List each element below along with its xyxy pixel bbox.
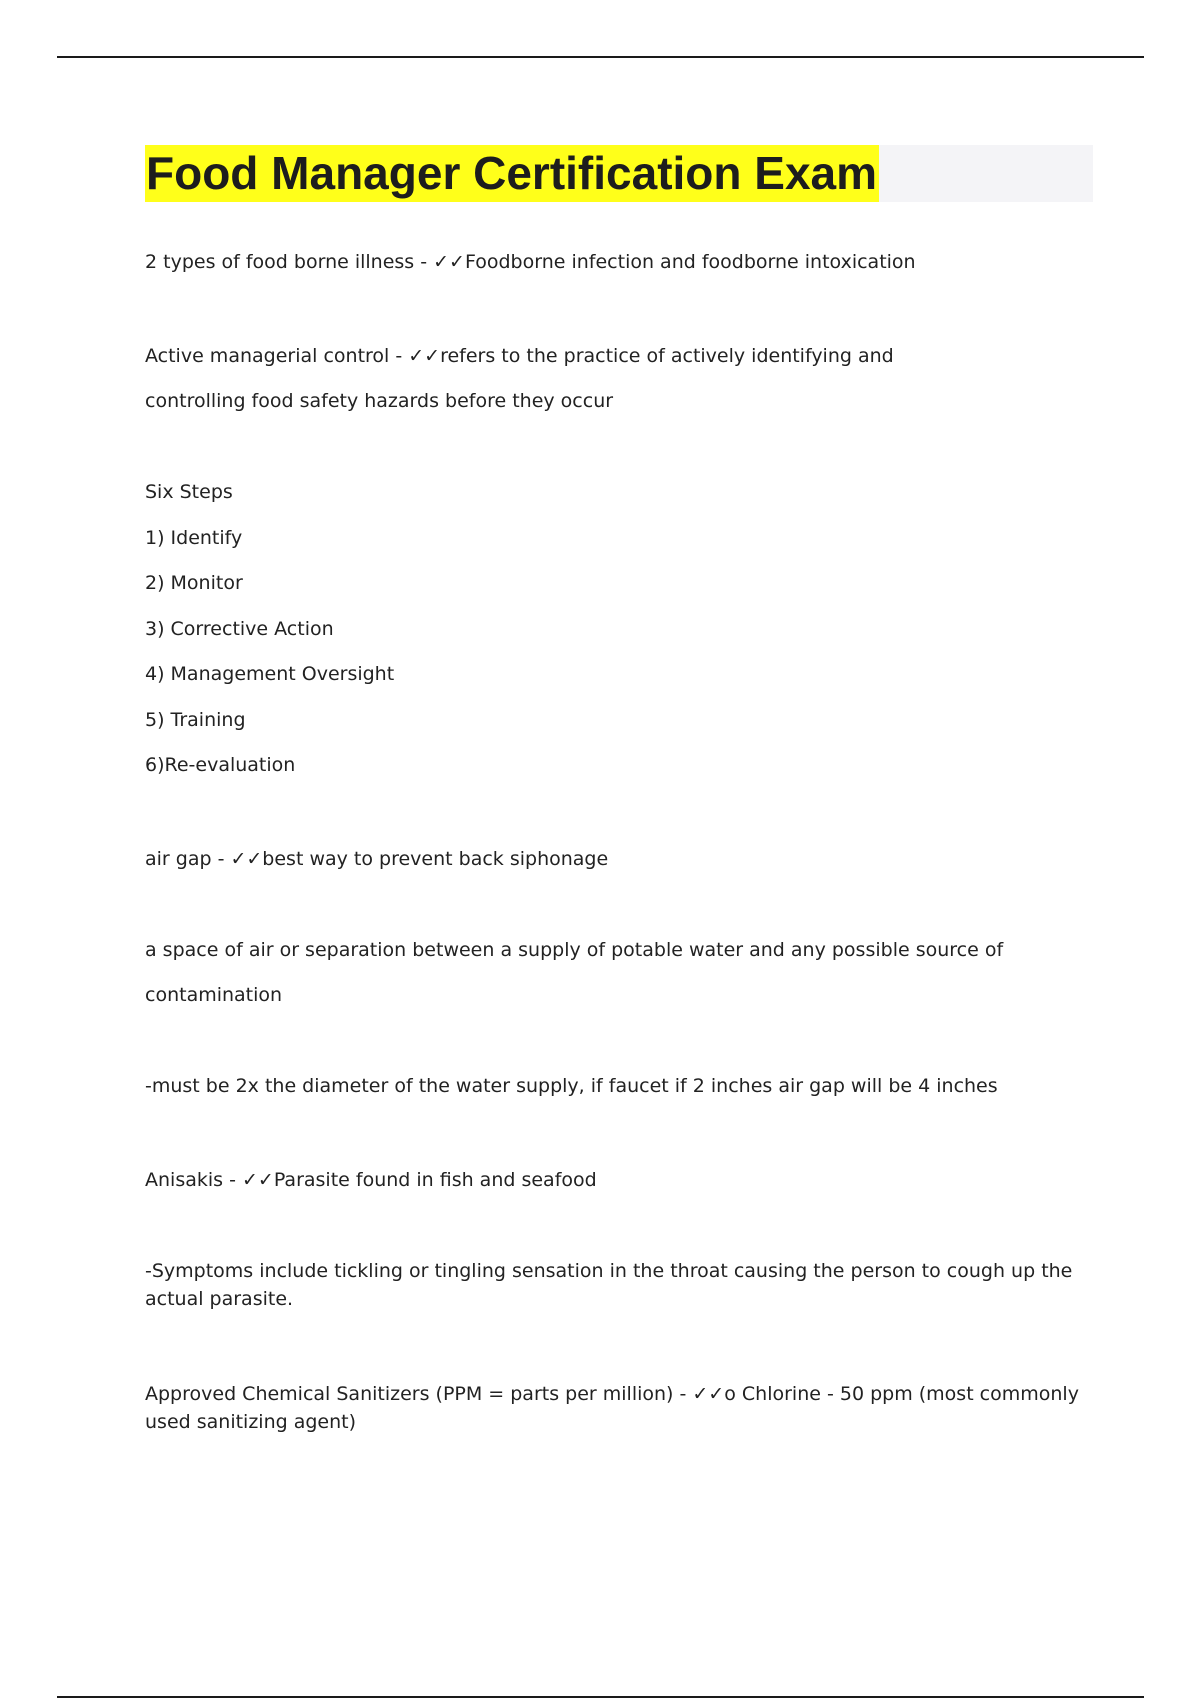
qa-chemical-sanitizers: Approved Chemical Sanitizers (PPM = parts per million) - ✓✓o Chlorine - 50 ppm (most commonly used sanitizing agent) (145, 1383, 1079, 1433)
step-item: 6)Re-evaluation (145, 754, 296, 776)
page-title: Food Manager Certification Exam (145, 145, 879, 202)
step-item: 1) Identify (145, 527, 243, 549)
step-item: 2) Monitor (145, 572, 243, 594)
qa-anisakis: Anisakis - ✓✓Parasite found in fish and seafood (145, 1169, 597, 1191)
qa-foodborne-illness: 2 types of food borne illness - ✓✓Foodborne infection and foodborne intoxication (145, 251, 916, 273)
air-gap-definition: a space of air or separation between a supply of potable water and any possible source of (145, 939, 1004, 961)
bottom-rule (57, 1696, 1144, 1698)
step-item: 4) Management Oversight (145, 663, 395, 685)
step-item: 5) Training (145, 709, 246, 731)
qa-active-managerial-control: Active managerial control - ✓✓refers to the practice of actively identifying and (145, 345, 894, 367)
step-item: 3) Corrective Action (145, 618, 334, 640)
qa-air-gap: air gap - ✓✓best way to prevent back siphonage (145, 848, 609, 870)
anisakis-symptoms: -Symptoms include tickling or tingling sensation in the throat causing the person to cough up the actual parasite. (145, 1260, 1073, 1310)
top-rule (57, 56, 1144, 58)
qa-active-managerial-control-cont: controlling food safety hazards before they occur (145, 390, 614, 412)
six-steps-heading: Six Steps (145, 481, 233, 503)
air-gap-rule: -must be 2x the diameter of the water supply, if faucet if 2 inches air gap will be 4 inches (145, 1075, 998, 1097)
air-gap-definition-cont: contamination (145, 984, 283, 1006)
